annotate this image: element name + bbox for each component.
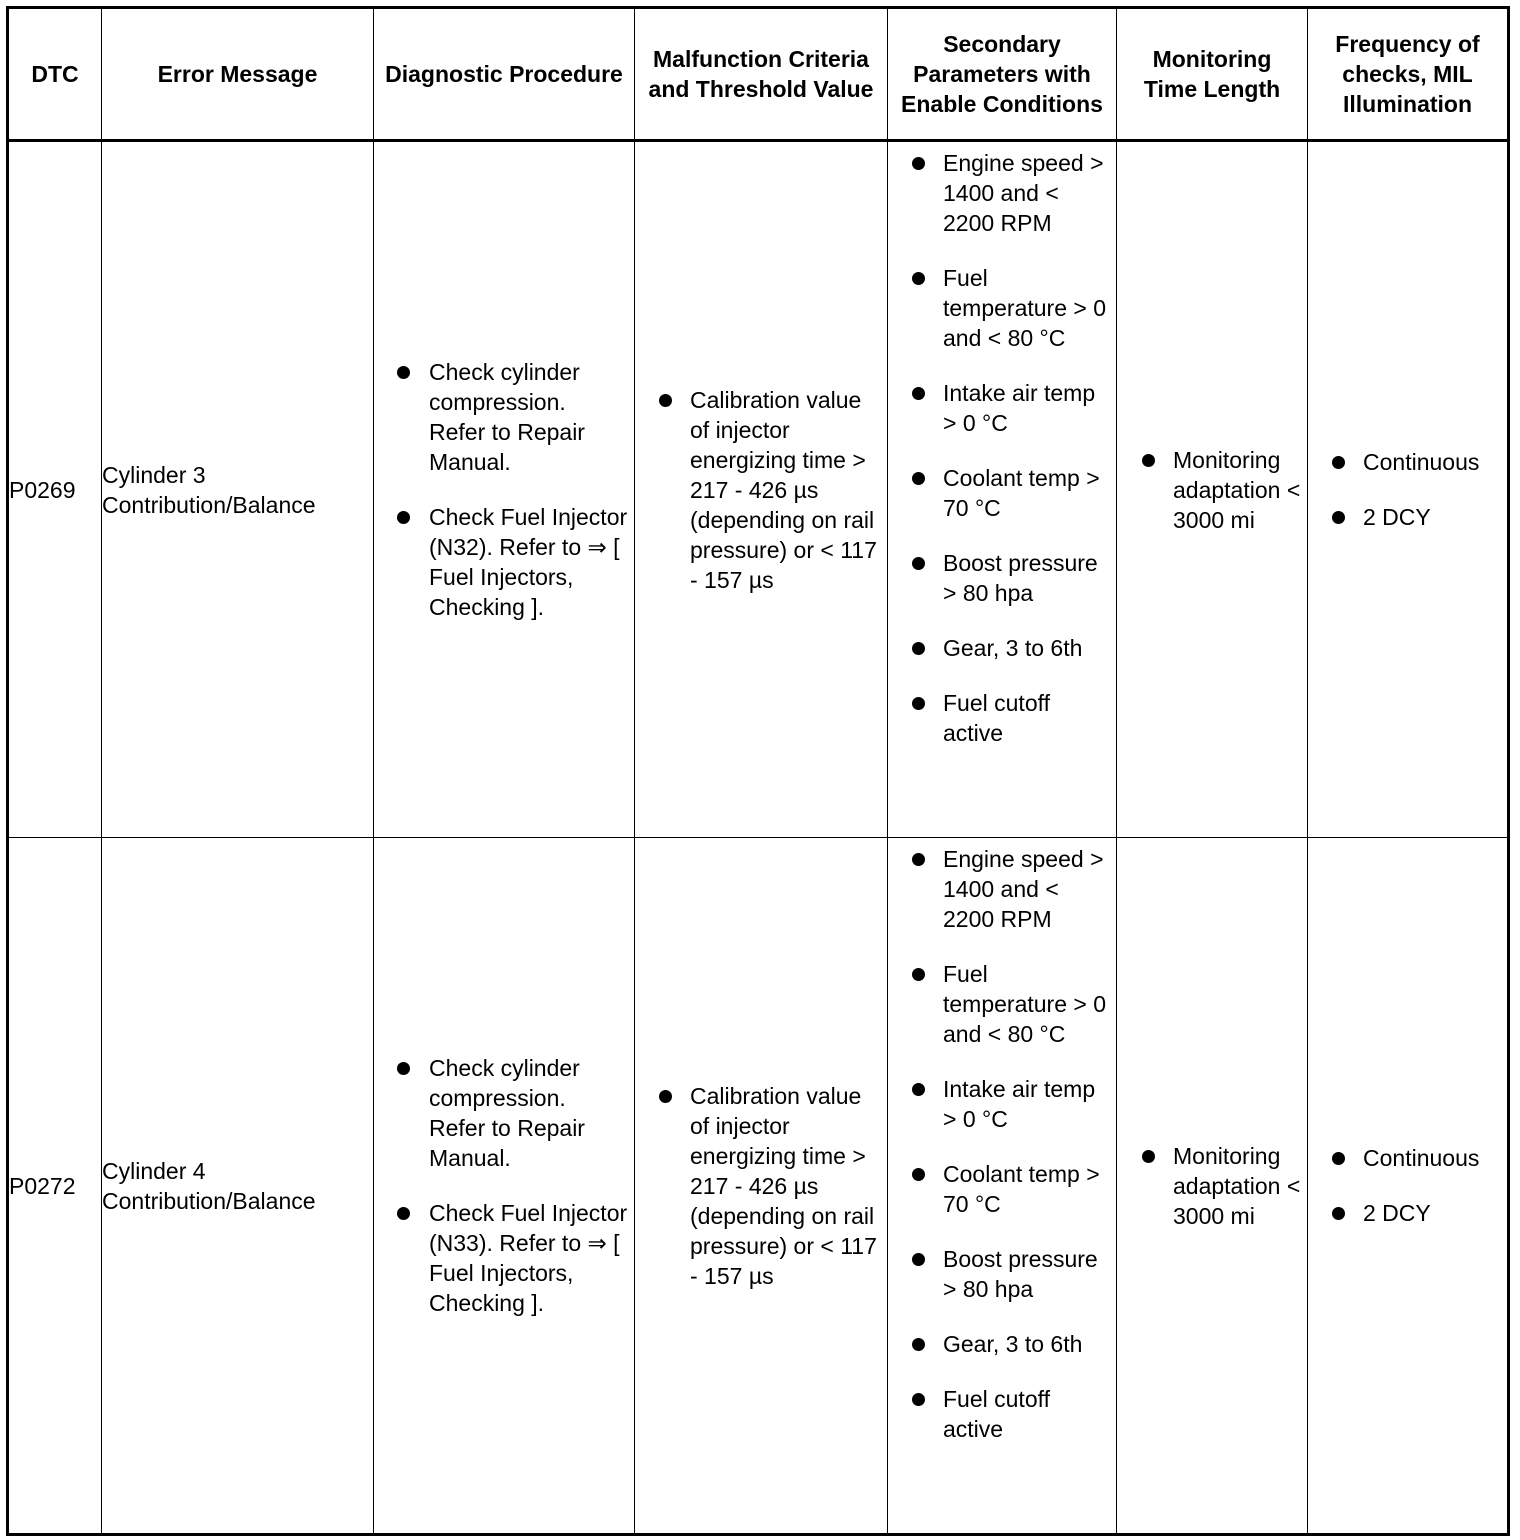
diagnostic-step: Check cylinder compression. Refer to Repair Manual. — [429, 1055, 585, 1171]
list-item — [1173, 1141, 1303, 1231]
enable-condition: Intake air temp > 0 °C — [943, 1076, 1096, 1132]
header-row — [8, 8, 1509, 141]
bullet-icon — [397, 1207, 410, 1220]
monitoring-time-cell — [1117, 141, 1308, 838]
bullet-icon — [1332, 511, 1345, 524]
malfunction-criteria-cell — [635, 838, 888, 1535]
bullet-icon — [912, 1393, 925, 1406]
list-item — [1363, 447, 1503, 477]
list-item — [943, 1159, 1114, 1219]
list-item — [429, 1198, 628, 1318]
list-item — [943, 263, 1114, 353]
enable-condition: Boost pressure > 80 hpa — [943, 550, 1098, 606]
error-message: Cylinder 4 Contribution/Balance — [102, 838, 374, 1535]
enable-condition: Boost pressure > 80 hpa — [943, 1246, 1098, 1302]
bullet-icon — [1142, 454, 1155, 467]
enable-condition: Fuel temperature > 0 and < 80 °C — [943, 265, 1107, 351]
bullet-icon — [1142, 1150, 1155, 1163]
frequency-value: Continuous — [1363, 1145, 1480, 1171]
malfunction-criteria-cell — [635, 141, 888, 838]
header-frequency: Frequency of checks, MIL Illumination — [1308, 8, 1509, 141]
bullet-icon — [912, 557, 925, 570]
enable-condition: Fuel cutoff active — [943, 690, 1050, 746]
diagnostic-step: Check Fuel Injector (N32). Refer to ⇒ [ Fuel Injectors, Checking ]. — [429, 504, 628, 620]
list-item — [943, 633, 1114, 663]
bullet-icon — [912, 157, 925, 170]
frequency-cell — [1308, 141, 1509, 838]
secondary-parameters-cell — [888, 838, 1117, 1535]
table-row — [8, 141, 1509, 838]
secondary-parameters-cell — [888, 141, 1117, 838]
header-error-message: Error Message — [102, 8, 374, 141]
bullet-icon — [912, 968, 925, 981]
diagnostic-procedure-cell — [374, 141, 635, 838]
list-item — [690, 385, 883, 595]
malfunction-criterion: Calibration value of injector energizing time > 217 - 426 µs (depending on rail pressure) or < 117 - 157 µs — [690, 386, 877, 593]
frequency-value: 2 DCY — [1363, 504, 1431, 530]
header-monitoring-time: Monitoring Time Length — [1117, 8, 1308, 141]
list-item — [1363, 1143, 1503, 1173]
list-item — [1173, 445, 1303, 535]
error-message: Cylinder 3 Contribution/Balance — [102, 141, 374, 838]
enable-condition: Gear, 3 to 6th — [943, 1331, 1083, 1357]
bullet-icon — [912, 853, 925, 866]
bullet-icon — [1332, 1152, 1345, 1165]
bullet-icon — [397, 511, 410, 524]
list-item — [943, 1329, 1114, 1359]
list-item — [943, 378, 1114, 438]
list-item — [943, 1244, 1114, 1304]
bullet-icon — [912, 1338, 925, 1351]
enable-condition: Gear, 3 to 6th — [943, 635, 1083, 661]
bullet-icon — [912, 272, 925, 285]
monitoring-time: Monitoring adaptation < 3000 mi — [1173, 1142, 1301, 1229]
diagnostic-step: Check Fuel Injector (N33). Refer to ⇒ [ Fuel Injectors, Checking ]. — [429, 1200, 628, 1316]
enable-condition: Fuel temperature > 0 and < 80 °C — [943, 961, 1107, 1047]
list-item — [943, 688, 1114, 748]
table-row — [8, 838, 1509, 1535]
list-item — [943, 548, 1114, 608]
list-item — [1363, 502, 1503, 532]
list-item — [429, 1053, 628, 1173]
bullet-icon — [912, 472, 925, 485]
enable-condition: Engine speed > 1400 and < 2200 RPM — [943, 846, 1104, 932]
bullet-icon — [912, 1083, 925, 1096]
list-item — [943, 844, 1114, 934]
header-malfunction-criteria: Malfunction Criteria and Threshold Value — [635, 8, 888, 141]
bullet-icon — [912, 697, 925, 710]
bullet-icon — [912, 387, 925, 400]
frequency-cell — [1308, 838, 1509, 1535]
bullet-icon — [912, 642, 925, 655]
dtc-code: P0272 — [8, 838, 102, 1535]
malfunction-criterion: Calibration value of injector energizing time > 217 - 426 µs (depending on rail pressure) or < 117 - 157 µs — [690, 1082, 877, 1289]
dtc-code: P0269 — [8, 141, 102, 838]
diagnostic-step: Check cylinder compression. Refer to Repair Manual. — [429, 359, 585, 475]
list-item — [943, 959, 1114, 1049]
list-item — [1363, 1198, 1503, 1228]
dtc-table — [6, 6, 1510, 1536]
enable-condition: Engine speed > 1400 and < 2200 RPM — [943, 150, 1104, 236]
header-diagnostic-procedure: Diagnostic Procedure — [374, 8, 635, 141]
monitoring-time: Monitoring adaptation < 3000 mi — [1173, 446, 1301, 533]
list-item — [943, 463, 1114, 523]
bullet-icon — [659, 1090, 672, 1103]
list-item — [943, 1384, 1114, 1444]
list-item — [943, 1074, 1114, 1134]
list-item — [429, 357, 628, 477]
enable-condition: Intake air temp > 0 °C — [943, 380, 1096, 436]
enable-condition: Coolant temp > 70 °C — [943, 465, 1100, 521]
list-item — [943, 148, 1114, 238]
list-item — [690, 1081, 883, 1291]
bullet-icon — [397, 1062, 410, 1075]
bullet-icon — [912, 1168, 925, 1181]
enable-condition: Fuel cutoff active — [943, 1386, 1050, 1442]
header-dtc: DTC — [8, 8, 102, 141]
frequency-value: Continuous — [1363, 449, 1480, 475]
bullet-icon — [912, 1253, 925, 1266]
bullet-icon — [397, 366, 410, 379]
diagnostic-procedure-cell — [374, 838, 635, 1535]
header-secondary-parameters: Secondary Parameters with Enable Conditions — [888, 8, 1117, 141]
frequency-value: 2 DCY — [1363, 1200, 1431, 1226]
bullet-icon — [659, 394, 672, 407]
list-item — [429, 502, 628, 622]
bullet-icon — [1332, 456, 1345, 469]
enable-condition: Coolant temp > 70 °C — [943, 1161, 1100, 1217]
monitoring-time-cell — [1117, 838, 1308, 1535]
bullet-icon — [1332, 1207, 1345, 1220]
